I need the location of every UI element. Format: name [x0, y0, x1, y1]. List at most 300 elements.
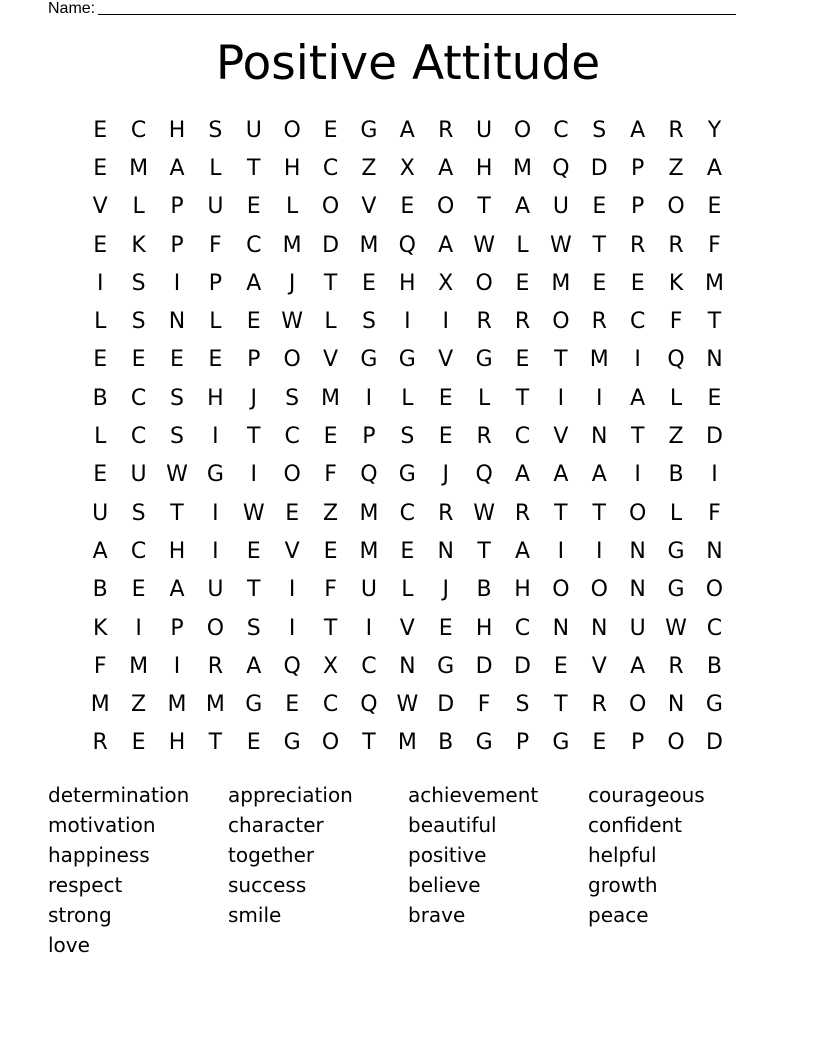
grid-letter: L — [401, 577, 414, 603]
grid-letter: R — [668, 117, 684, 143]
grid-letter: I — [557, 538, 565, 564]
word-list-item: together — [228, 843, 315, 867]
grid-letter: E — [285, 500, 300, 526]
grid-letter: I — [596, 538, 603, 564]
grid-letter: R — [668, 653, 684, 679]
grid-letter: A — [246, 270, 262, 296]
grid-letter: G — [475, 347, 493, 373]
grid-letter: T — [592, 232, 606, 258]
grid-letter: C — [629, 309, 646, 335]
grid-letter: M — [551, 270, 571, 296]
grid-letter: F — [708, 232, 721, 258]
grid-letter: G — [667, 538, 685, 564]
grid-letter: K — [131, 232, 146, 258]
grid-letter: G — [475, 730, 493, 756]
grid-letter: G — [283, 730, 301, 756]
grid-letter: I — [212, 538, 219, 564]
grid-letter: Q — [552, 155, 570, 181]
grid-letter: E — [93, 155, 108, 181]
grid-letter: I — [365, 615, 373, 641]
grid-letter: N — [591, 615, 608, 641]
grid-letter: A — [514, 538, 531, 564]
grid-letter: B — [706, 653, 722, 679]
grid-letter: B — [92, 385, 108, 411]
grid-letter: Z — [668, 424, 684, 450]
grid-letter: E — [592, 194, 607, 220]
grid-letter: G — [398, 462, 416, 488]
grid-letter: W — [550, 232, 572, 258]
grid-letter: C — [514, 615, 531, 641]
grid-letter: C — [130, 385, 147, 411]
grid-letter: I — [404, 309, 411, 335]
grid-letter: W — [473, 232, 495, 258]
grid-letter: P — [247, 347, 261, 373]
grid-letter: A — [438, 232, 454, 258]
grid-letter: O — [705, 577, 724, 603]
word-list-item: courageous — [588, 783, 705, 807]
grid-letter: Q — [475, 462, 493, 488]
grid-letter: I — [557, 385, 565, 411]
grid-letter: I — [365, 385, 373, 411]
grid-letter: A — [630, 385, 646, 411]
grid-letter: G — [667, 577, 685, 603]
grid-letter: V — [92, 194, 108, 220]
grid-letter: O — [283, 347, 301, 373]
grid-letter: E — [592, 730, 607, 756]
grid-letter: Y — [707, 117, 722, 143]
grid-letter: I — [634, 462, 641, 488]
grid-letter: E — [400, 538, 415, 564]
grid-letter: H — [168, 730, 186, 756]
word-list-item: achievement — [408, 783, 539, 807]
grid-letter: T — [247, 424, 261, 450]
grid-letter: K — [92, 615, 108, 641]
grid-letter: H — [283, 155, 301, 181]
grid-letter: E — [707, 385, 722, 411]
word-list-item: appreciation — [228, 783, 353, 807]
grid-letter: P — [362, 424, 376, 450]
grid-letter: S — [285, 385, 300, 411]
grid-letter: B — [476, 577, 492, 603]
grid-letter: F — [93, 653, 107, 679]
grid-letter: T — [707, 309, 722, 335]
grid-letter: F — [708, 500, 721, 526]
grid-letter: R — [514, 500, 531, 526]
grid-letter: U — [92, 500, 109, 526]
grid-letter: E — [131, 577, 146, 603]
grid-letter: P — [170, 194, 184, 220]
word-list-item: smile — [228, 903, 282, 927]
grid-letter: T — [208, 730, 223, 756]
grid-letter: T — [323, 615, 338, 641]
grid-letter: N — [706, 538, 723, 564]
grid-letter: R — [591, 692, 607, 718]
grid-letter: O — [437, 194, 455, 220]
grid-letter: P — [170, 615, 184, 641]
grid-letter: A — [630, 653, 646, 679]
grid-letter: M — [167, 692, 187, 718]
grid-letter: G — [360, 117, 378, 143]
grid-letter: L — [401, 385, 414, 411]
grid-letter: H — [399, 270, 416, 296]
grid-letter: R — [207, 653, 224, 679]
grid-letter: P — [515, 730, 530, 756]
word-list-item: motivation — [48, 813, 156, 837]
grid-letter: F — [324, 577, 337, 603]
grid-letter: O — [321, 194, 340, 220]
grid-letter: N — [437, 538, 454, 564]
grid-letter: V — [323, 347, 339, 373]
grid-letter: M — [704, 270, 724, 296]
grid-letter: L — [94, 424, 107, 450]
grid-letter: T — [247, 577, 261, 603]
grid-letter: Z — [361, 155, 377, 181]
grid-letter: E — [361, 270, 376, 296]
grid-letter: L — [209, 155, 222, 181]
grid-letter: O — [667, 194, 685, 220]
grid-letter: T — [554, 692, 568, 718]
grid-letter: M — [359, 500, 379, 526]
grid-letter: C — [706, 615, 723, 641]
grid-letter: F — [669, 309, 683, 335]
grid-letter: L — [132, 194, 145, 220]
grid-letter: R — [476, 424, 492, 450]
grid-letter: E — [285, 692, 300, 718]
grid-letter: C — [322, 692, 339, 718]
grid-letter: I — [250, 462, 257, 488]
grid-letter: G — [206, 462, 224, 488]
grid-letter: A — [246, 653, 262, 679]
grid-letter: E — [131, 347, 146, 373]
grid-letter: E — [323, 424, 338, 450]
grid-letter: L — [669, 500, 683, 526]
grid-letter: V — [553, 424, 569, 450]
grid-letter: P — [170, 232, 184, 258]
grid-letter: T — [554, 500, 568, 526]
letter-grid — [81, 111, 735, 762]
grid-letter: E — [515, 347, 530, 373]
grid-letter: S — [131, 500, 146, 526]
grid-letter: T — [630, 424, 645, 450]
grid-letter: O — [552, 577, 570, 603]
grid-letter: G — [245, 692, 263, 718]
grid-letter: Q — [360, 462, 378, 488]
grid-letter: C — [130, 538, 147, 564]
grid-letter: T — [170, 500, 184, 526]
grid-letter: D — [705, 424, 723, 450]
grid-letter: C — [322, 155, 339, 181]
grid-letter: S — [169, 385, 184, 411]
grid-letter: S — [131, 309, 146, 335]
grid-letter: U — [207, 194, 224, 220]
grid-letter: Q — [283, 653, 301, 679]
grid-letter: A — [399, 117, 415, 143]
word-list-item: happiness — [48, 843, 150, 867]
word-list — [48, 780, 768, 960]
grid-letter: I — [212, 424, 219, 450]
grid-letter: P — [631, 730, 645, 756]
grid-letter: E — [592, 270, 607, 296]
grid-letter: I — [173, 270, 181, 296]
name-underline — [98, 0, 736, 15]
name-label: Name: — [48, 0, 96, 17]
grid-letter: D — [514, 653, 531, 679]
grid-letter: S — [361, 309, 376, 335]
grid-letter: E — [93, 117, 108, 143]
grid-letter: Q — [398, 232, 416, 258]
word-list-item: growth — [588, 873, 658, 897]
grid-letter: E — [515, 270, 530, 296]
word-list-item: peace — [588, 903, 649, 927]
grid-letter: A — [553, 462, 569, 488]
grid-letter: T — [323, 270, 338, 296]
grid-letter: M — [359, 538, 379, 564]
grid-letter: R — [476, 309, 492, 335]
grid-letter: D — [705, 730, 723, 756]
grid-letter: I — [96, 270, 104, 296]
grid-letter: V — [399, 615, 415, 641]
grid-letter: W — [665, 615, 687, 641]
grid-letter: E — [707, 194, 722, 220]
grid-letter: T — [247, 155, 261, 181]
grid-letter: R — [514, 309, 531, 335]
grid-letter: M — [129, 155, 149, 181]
grid-letter: G — [398, 347, 416, 373]
grid-letter: O — [629, 692, 647, 718]
grid-letter: H — [168, 538, 186, 564]
grid-letter: E — [246, 730, 261, 756]
grid-letter: I — [173, 653, 181, 679]
grid-letter: Z — [131, 692, 147, 718]
grid-letter: U — [476, 117, 493, 143]
grid-letter: I — [442, 309, 449, 335]
word-list-item: strong — [48, 903, 112, 927]
grid-letter: D — [322, 232, 340, 258]
grid-letter: Q — [667, 347, 685, 373]
grid-letter: O — [590, 577, 608, 603]
grid-letter: R — [438, 500, 454, 526]
grid-letter: C — [130, 117, 147, 143]
grid-letter: E — [131, 730, 146, 756]
grid-letter: U — [629, 615, 646, 641]
grid-letter: E — [246, 538, 261, 564]
grid-letter: X — [438, 270, 454, 296]
grid-letter: L — [286, 194, 299, 220]
grid-letter: C — [553, 117, 569, 143]
grid-letter: N — [168, 309, 186, 335]
grid-letter: K — [668, 270, 684, 296]
grid-letter: J — [442, 577, 449, 603]
grid-letter: E — [246, 309, 261, 335]
grid-letter: E — [93, 232, 108, 258]
grid-letter: A — [438, 155, 454, 181]
grid-letter: T — [515, 385, 530, 411]
grid-letter: E — [208, 347, 223, 373]
grid-letter: E — [93, 347, 108, 373]
grid-letter: I — [711, 462, 718, 488]
word-list-item: respect — [48, 873, 123, 897]
grid-letter: H — [168, 117, 186, 143]
grid-letter: S — [208, 117, 223, 143]
grid-letter: N — [667, 692, 685, 718]
word-list-item: believe — [408, 873, 481, 897]
name-field — [48, 0, 748, 18]
grid-letter: H — [514, 577, 531, 603]
word-list-item: love — [48, 933, 90, 957]
grid-letter: C — [361, 653, 377, 679]
grid-letter: J — [288, 270, 296, 296]
word-list-item: beautiful — [408, 813, 497, 837]
grid-letter: M — [589, 347, 609, 373]
grid-letter: E — [553, 653, 568, 679]
grid-letter: U — [130, 462, 147, 488]
grid-letter: E — [630, 270, 645, 296]
grid-letter: R — [630, 232, 646, 258]
grid-letter: U — [360, 577, 377, 603]
grid-letter: N — [706, 347, 723, 373]
grid-letter: L — [94, 309, 107, 335]
grid-letter: U — [245, 117, 262, 143]
grid-letter: O — [206, 615, 225, 641]
grid-letter: I — [135, 615, 142, 641]
grid-letter: A — [591, 462, 607, 488]
grid-letter: X — [399, 155, 415, 181]
grid-letter: G — [437, 653, 455, 679]
grid-letter: W — [396, 692, 419, 718]
grid-letter: L — [477, 385, 491, 411]
grid-letter: M — [359, 232, 379, 258]
grid-letter: S — [400, 424, 415, 450]
word-list-item: determination — [48, 783, 190, 807]
grid-letter: H — [475, 155, 493, 181]
grid-letter: L — [669, 385, 683, 411]
grid-letter: Z — [668, 155, 684, 181]
grid-letter: W — [473, 500, 495, 526]
word-list-item: confident — [588, 813, 683, 837]
grid-letter: E — [438, 385, 453, 411]
grid-letter: R — [591, 309, 607, 335]
grid-letter: E — [400, 194, 415, 220]
grid-letter: N — [591, 424, 608, 450]
grid-letter: A — [630, 117, 646, 143]
grid-letter: O — [283, 462, 301, 488]
word-list-item: character — [228, 813, 324, 837]
grid-letter: M — [205, 692, 225, 718]
grid-letter: W — [242, 500, 265, 526]
grid-letter: S — [246, 615, 261, 641]
word-list-item: brave — [408, 903, 466, 927]
grid-letter: A — [92, 538, 108, 564]
grid-letter: S — [592, 117, 607, 143]
grid-letter: X — [323, 653, 339, 679]
grid-letter: G — [360, 347, 378, 373]
grid-letter: I — [212, 500, 219, 526]
grid-letter: O — [513, 117, 532, 143]
grid-letter: A — [514, 194, 531, 220]
page-title: Positive Attitude — [215, 36, 601, 91]
grid-letter: L — [324, 309, 337, 335]
grid-letter: M — [129, 653, 149, 679]
grid-letter: E — [170, 347, 184, 373]
grid-letter: I — [288, 577, 296, 603]
grid-letter: I — [288, 615, 296, 641]
grid-letter: A — [169, 577, 185, 603]
grid-letter: W — [166, 462, 188, 488]
grid-letter: B — [438, 730, 454, 756]
grid-letter: C — [514, 424, 531, 450]
grid-letter: F — [209, 232, 222, 258]
grid-letter: E — [93, 462, 108, 488]
word-list-item: success — [228, 873, 307, 897]
grid-letter: M — [90, 692, 110, 718]
grid-letter: F — [324, 462, 337, 488]
grid-letter: D — [590, 155, 608, 181]
grid-letter: H — [207, 385, 224, 411]
grid-letter: O — [552, 309, 570, 335]
grid-letter: O — [667, 730, 685, 756]
grid-letter: M — [513, 155, 532, 181]
grid-letter: V — [591, 653, 607, 679]
grid-letter: D — [475, 653, 493, 679]
grid-letter: E — [323, 538, 338, 564]
grid-letter: R — [438, 117, 454, 143]
grid-letter: T — [477, 538, 491, 564]
grid-letter: E — [438, 615, 453, 641]
grid-letter: N — [629, 538, 646, 564]
grid-letter: G — [552, 730, 570, 756]
grid-letter: Q — [360, 692, 378, 718]
grid-letter: O — [629, 500, 647, 526]
grid-letter: C — [399, 500, 415, 526]
grid-letter: L — [516, 232, 529, 258]
grid-letter: R — [92, 730, 108, 756]
grid-letter: E — [323, 117, 338, 143]
grid-letter: C — [284, 424, 300, 450]
grid-letter: D — [437, 692, 455, 718]
grid-letter: T — [554, 347, 568, 373]
grid-letter: B — [668, 462, 684, 488]
grid-letter: S — [131, 270, 146, 296]
grid-letter: U — [207, 577, 224, 603]
grid-letter: E — [438, 424, 453, 450]
grid-letter: G — [705, 692, 723, 718]
grid-letter: T — [477, 194, 491, 220]
grid-letter: S — [169, 424, 184, 450]
grid-letter: P — [631, 194, 645, 220]
grid-letter: P — [208, 270, 222, 296]
grid-letter: W — [281, 309, 304, 335]
grid-letter: L — [209, 309, 222, 335]
grid-letter: T — [592, 500, 606, 526]
grid-letter: B — [92, 577, 108, 603]
grid-letter: A — [169, 155, 185, 181]
grid-letter: I — [634, 347, 641, 373]
grid-letter: O — [475, 270, 493, 296]
grid-letter: N — [552, 615, 570, 641]
grid-letter: A — [514, 462, 531, 488]
grid-letter: H — [475, 615, 493, 641]
grid-letter: N — [629, 577, 646, 603]
grid-letter: N — [399, 653, 416, 679]
grid-letter: O — [283, 117, 301, 143]
grid-letter: F — [477, 692, 491, 718]
grid-letter: M — [321, 385, 341, 411]
grid-letter: V — [361, 194, 377, 220]
grid-letter: V — [438, 347, 454, 373]
grid-letter: O — [321, 730, 340, 756]
grid-letter: Z — [323, 500, 339, 526]
word-list-item: helpful — [588, 843, 657, 867]
